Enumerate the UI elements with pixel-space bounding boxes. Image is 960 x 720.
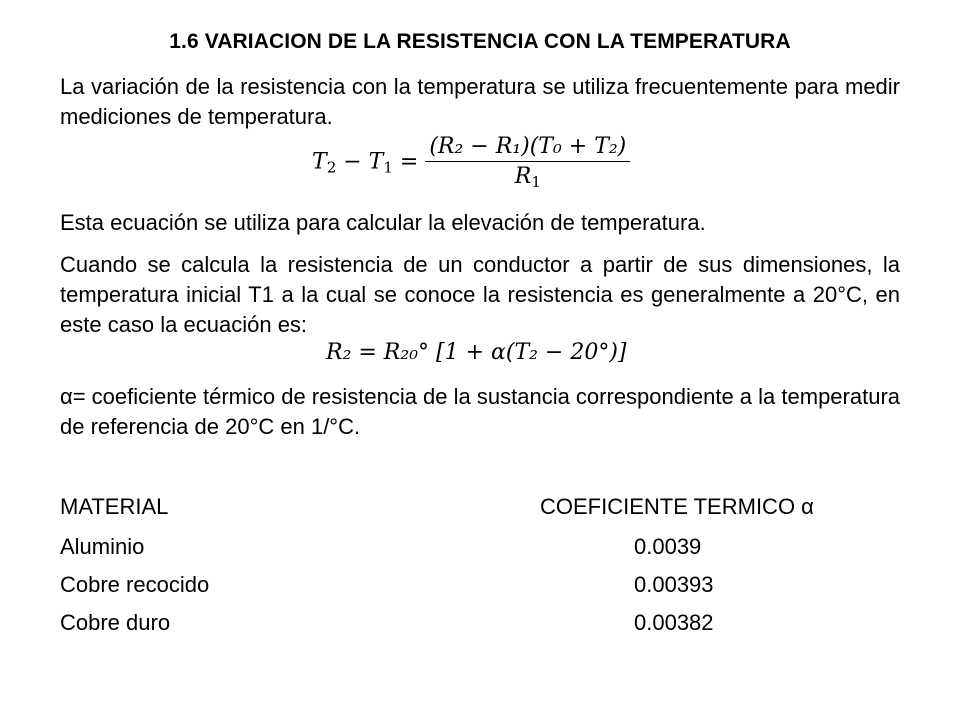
eq1-sub-2: 2: [326, 158, 337, 177]
paragraph-conductor: Cuando se calcula la resistencia de un conductor a partir de sus dimensiones, la temperatura inicial T1 a la cual se conoce la resistencia es generalmente a 20°C, en este caso la ecuación es:: [60, 252, 900, 337]
table-row-material: Aluminio: [60, 534, 145, 559]
table-row-material: Cobre duro: [60, 610, 171, 635]
table-row-material: Cobre recocido: [60, 572, 210, 597]
table-row-coefficient: 0.00382: [634, 610, 714, 635]
table-header-coefficient: COEFICIENTE TERMICO α: [540, 494, 814, 519]
table-row-coefficient: 0.00393: [634, 572, 714, 597]
equation-temperature-rise: [312, 134, 630, 191]
eq1-denominator: $R_1$: [514, 164, 541, 191]
equation-resistance-20c: R₂ = R₂₀° [1 + α(T₂ − 20°)]: [326, 340, 627, 365]
paragraph-alpha-definition: α= coeficiente térmico de resistencia de la sustancia correspondiente a la temperatura de referencia de 20°C en 1/°C.: [60, 384, 901, 439]
eq1-minus: −: [343, 149, 362, 175]
eq1-var-t2: T: [312, 149, 327, 175]
paragraph-elevation: Esta ecuación se utiliza para calcular la elevación de temperatura.: [60, 210, 706, 235]
eq1-equals: =: [399, 149, 419, 175]
eq1-fraction: [425, 134, 630, 191]
table-row-coefficient: 0.0039: [634, 534, 702, 559]
eq1-numerator: (R₂ − R₁)(T₀ + T₂): [425, 134, 630, 162]
eq1-sub-1: 1: [383, 158, 393, 177]
eq1-var-t1: T: [368, 149, 384, 175]
intro-paragraph: La variación de la resistencia con la temperatura se utiliza frecuentemente para medir mediciones de temperatura.: [60, 74, 900, 129]
slide-title: 1.6 VARIACION DE LA RESISTENCIA CON LA TEMPERATURA: [169, 30, 791, 53]
table-header-material: MATERIAL: [60, 494, 169, 519]
